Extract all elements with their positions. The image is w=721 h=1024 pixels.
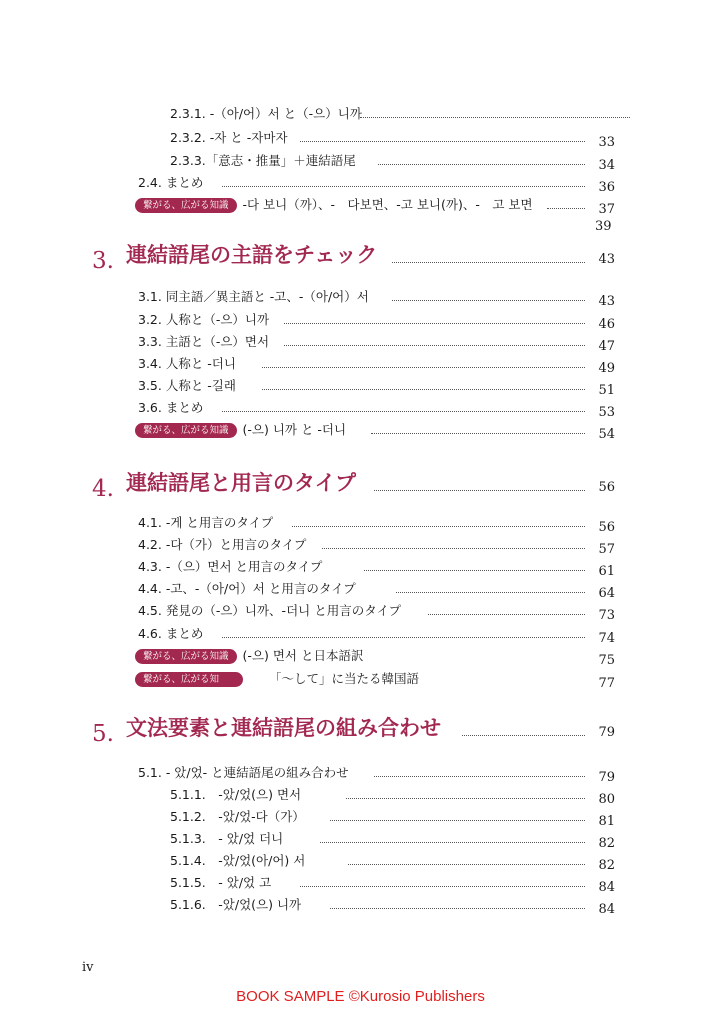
toc-entry-label: 2.4. まとめ (138, 175, 204, 190)
leader-dots (330, 820, 585, 821)
toc-entry-5-1-5[interactable] (170, 873, 615, 893)
toc-entry-5-1[interactable] (138, 763, 615, 783)
leader-dots (462, 735, 585, 736)
toc-page-number: 36 (598, 180, 615, 195)
toc-entry-label: 2.3.1. -（아/어）서 と（-으）니까 (170, 106, 362, 121)
toc-page-number: 84 (598, 902, 615, 917)
toc-entry-label: 「〜して」に当たる韓国語 (269, 671, 420, 686)
toc-entry-4-3[interactable] (138, 557, 615, 577)
toc-page-number: 43 (598, 294, 615, 309)
leader-dots (320, 842, 585, 843)
leader-dots (300, 141, 585, 142)
toc-page-number: 33 (598, 135, 615, 150)
leader-dots (374, 490, 585, 491)
toc-entry-label: 2.3.3.「意志・推量」＋連結語尾 (170, 153, 356, 168)
toc-page-number: 79 (598, 770, 615, 785)
leader-dots (360, 117, 630, 118)
chapter-3-heading[interactable] (92, 240, 615, 274)
toc-entry-3-4[interactable] (138, 354, 615, 374)
toc-entry-4-2[interactable] (138, 535, 615, 555)
footer-notice: BOOK SAMPLE ©Kurosio Publishers (236, 988, 485, 1005)
toc-page-number: 51 (598, 383, 615, 398)
toc-entry-label: 3.5. 人称と -길래 (138, 378, 236, 393)
knowledge-badge: 繋がる、広がる知識 (135, 423, 237, 438)
toc-entry-2-3-3[interactable] (170, 151, 615, 171)
toc-page-number: 47 (598, 339, 615, 354)
toc-page-number: 56 (598, 520, 615, 535)
toc-entry-label: 4.1. -게 と用言のタイプ (138, 515, 274, 530)
toc-page-number: 39 (595, 219, 612, 234)
leader-dots (428, 614, 585, 615)
toc-page-number: 82 (598, 858, 615, 873)
toc-page-number: 73 (598, 608, 615, 623)
toc-page-number: 34 (598, 158, 615, 173)
toc-entry-label: 5.1.5. - 았/었 고 (170, 875, 272, 890)
leader-dots (378, 164, 585, 165)
leader-dots (374, 776, 585, 777)
toc-page-number: 79 (598, 725, 615, 740)
chapter-number: 3. (92, 248, 114, 274)
toc-entry-5-1-6[interactable] (170, 895, 615, 915)
toc-entry-label: 4.6. まとめ (138, 626, 204, 641)
toc-entry-4-1[interactable] (138, 513, 615, 533)
toc-entry-2-4[interactable] (138, 173, 615, 193)
chapter-5-heading[interactable] (92, 713, 615, 747)
toc-entry-label: 4.2. -다（가）と用言のタイプ (138, 537, 307, 552)
toc-entry-3-6[interactable] (138, 398, 615, 418)
toc-page-number: 84 (598, 880, 615, 895)
knowledge-badge: 繋がる、広がる知識 (135, 198, 237, 213)
toc-page-number: 54 (598, 427, 615, 442)
toc-page-number: 77 (598, 676, 615, 691)
toc-page-number: 49 (598, 361, 615, 376)
toc-entry-5-1-3[interactable] (170, 829, 615, 849)
toc-entry-3-5[interactable] (138, 376, 615, 396)
toc-page-number: 53 (598, 405, 615, 420)
toc-entry-2-3-1[interactable] (170, 104, 370, 124)
knowledge-badge: 繋がる、広がる知 (135, 672, 243, 687)
leader-dots (222, 411, 585, 412)
leader-dots (348, 864, 585, 865)
toc-entry-3-3[interactable] (138, 332, 615, 352)
toc-entry-4-4[interactable] (138, 579, 615, 599)
leader-dots (222, 186, 585, 187)
knowledge-badge: 繋がる、広がる知識 (135, 649, 237, 664)
toc-entry-label: (-으) 면서 と日本語訳 (242, 648, 364, 663)
toc-entry-extra-2[interactable] (135, 195, 615, 215)
toc-entry-label: 5.1.4. -았/었(아/어) 서 (170, 853, 306, 868)
toc-entry-3-2[interactable] (138, 310, 615, 330)
leader-dots (392, 262, 585, 263)
toc-entry-label: 5.1.2. -았/었-다（가） (170, 809, 305, 824)
leader-dots (371, 433, 585, 434)
chapter-number: 5. (92, 721, 114, 747)
toc-entry-extra-4a[interactable] (135, 646, 615, 666)
page-folio: iv (82, 960, 94, 975)
leader-dots (262, 389, 585, 390)
toc-page-number: 57 (598, 542, 615, 557)
toc-page-number: 82 (598, 836, 615, 851)
leader-dots (222, 637, 585, 638)
leader-dots (284, 323, 585, 324)
chapter-title: 文法要素と連結語尾の組み合わせ (126, 716, 441, 740)
toc-entry-5-1-2[interactable] (170, 807, 615, 827)
chapter-title: 連結語尾と用言のタイプ (126, 471, 356, 495)
toc-entry-label: 5.1.3. - 았/었 더니 (170, 831, 284, 846)
leader-dots (364, 570, 585, 571)
leader-dots (346, 798, 585, 799)
toc-entry-label: (-으) 니까 と -더니 (242, 422, 347, 437)
toc-entry-label: 4.5. 発見の（-으）니까、-더니 と用言のタイプ (138, 603, 402, 618)
toc-entry-4-5[interactable] (138, 601, 615, 621)
toc-entry-label: 3.4. 人称と -더니 (138, 356, 236, 371)
leader-dots (284, 345, 585, 346)
toc-page-number: 64 (598, 586, 615, 601)
toc-entry-3-1[interactable] (138, 287, 615, 307)
toc-page-number: 80 (598, 792, 615, 807)
chapter-number: 4. (92, 476, 114, 502)
toc-entry-extra-3[interactable] (135, 420, 615, 440)
toc-entry-label: 4.4. -고、-（아/어）서 と用言のタイプ (138, 581, 356, 596)
toc-entry-label: 2.3.2. -자 と -자마자 (170, 130, 288, 145)
toc-entry-5-1-1[interactable] (170, 785, 615, 805)
toc-page-number: 37 (598, 202, 615, 217)
leader-dots (300, 886, 585, 887)
toc-entry-label: 3.1. 同主語／異主語と -고、-（아/어）서 (138, 289, 369, 304)
toc-page-number: 61 (598, 564, 615, 579)
toc-entry-label: 3.6. まとめ (138, 400, 204, 415)
chapter-title: 連結語尾の主語をチェック (126, 243, 378, 267)
leader-dots (396, 592, 585, 593)
toc-page-number: 56 (598, 480, 615, 495)
toc-entry-label: 5.1. - 았/었- と連結語尾の組み合わせ (138, 765, 349, 780)
leader-dots (262, 367, 585, 368)
toc-entry-label: 3.2. 人称と（-으）니까 (138, 312, 270, 327)
toc-entry-label: -다 보니（까）、- 다보면、-고 보니(까)、- 고 보면 (242, 197, 533, 212)
toc-entry-label: 3.3. 主語と（-으）면서 (138, 334, 270, 349)
toc-entry-label: 5.1.1. -았/었(으) 면서 (170, 787, 302, 802)
toc-entry-4-6[interactable] (138, 624, 615, 644)
toc-page-number: 75 (598, 653, 615, 668)
toc-page-number: 81 (598, 814, 615, 829)
toc-entry-label: 4.3. -（으）면서 と用言のタイプ (138, 559, 323, 574)
toc-entry-label: 5.1.6. -았/었(으) 니까 (170, 897, 302, 912)
leader-dots (330, 908, 585, 909)
toc-entry-5-1-4[interactable] (170, 851, 615, 871)
toc-page-number: 43 (598, 252, 615, 267)
toc-page-number: 46 (598, 317, 615, 332)
leader-dots (322, 548, 585, 549)
leader-dots (392, 300, 585, 301)
toc-entry-2-3-2[interactable] (170, 128, 615, 148)
chapter-4-heading[interactable] (92, 468, 615, 502)
toc-entry-extra-4b[interactable] (135, 669, 615, 689)
toc-page-number: 74 (598, 631, 615, 646)
leader-dots (292, 526, 585, 527)
